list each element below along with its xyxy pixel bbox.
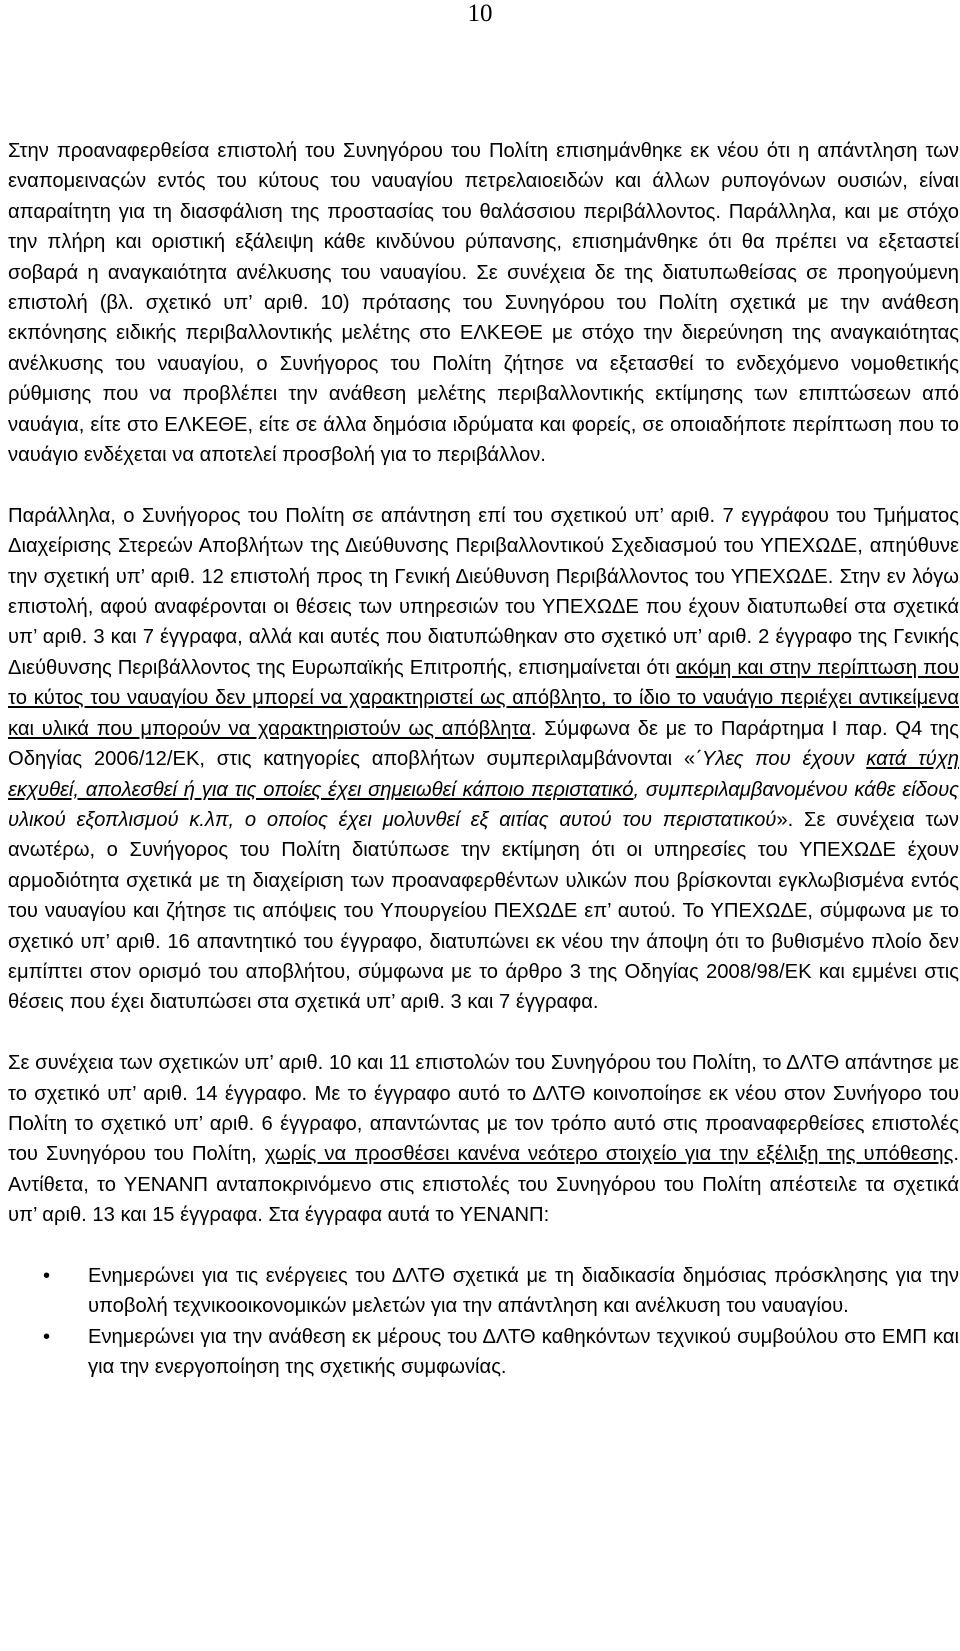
italic-text: ΄Υλες που έχουν	[695, 748, 867, 771]
text-run: . Σύμφωνα δε με το Παράρτημα Ι παρ. Q4 της Οδηγίας 2006/12/ΕΚ, στις κατηγορίες αποβλήτων συμπεριλαμβάνονται «	[8, 717, 959, 771]
document-body	[8, 136, 959, 1383]
bullet-list	[8, 1261, 959, 1383]
bullet-dot-icon: •	[43, 1325, 51, 1348]
text-run: Παράλληλα, ο Συνήγορος του Πολίτη σε απάντηση επί του σχετικού υπ’ αριθ. 7 εγγράφου του Τμήματος Διαχείρισης Στερεών Αποβλήτων της Διεύθυνσης Περιβαλλοντικού Σχεδιασμού του ΥΠΕΧΩΔΕ, απηύθυνε την σχετική υπ’ αριθ. 12 επιστολή προς τη Γενική Διεύθυνση Περιβάλλοντος του ΥΠΕΧΩΔΕ. Στην εν λόγω επιστολή, αφού αναφέρονται οι θέσεις των υπηρεσιών του ΥΠΕΧΩΔΕ που έχουν διατυπωθεί στα σχετικά υπ’ αριθ. 3 και 7 έγγραφα, αλλά και αυτές που διατυπώθηκαν στο σχετικό υπ’ αριθ. 2 έγγραφο της Γενικής Διεύθυνσης Περιβάλλοντος της Ευρωπαϊκής Επιτροπής, επισημαίνεται ότι	[8, 504, 959, 679]
underlined-text: ακόμη και στην περίπτωση που το κύτος του ναυαγίου δεν μπορεί να χαρακτηριστεί ως απόβλητο, το ίδιο το ναυάγιο περιέχει αντικείμενα και υλικά που μπορούν να χαρακτηριστούν ως απόβλητα	[8, 656, 960, 740]
list-item	[8, 1322, 959, 1383]
page-number: 10	[467, 0, 493, 27]
list-item	[8, 1261, 959, 1322]
italic-underlined-text: κατά τύχη εκχυθεί, απολεσθεί ή για τις οποίες έχει σημειωθεί κάποιο περιστατικό	[8, 748, 959, 801]
text-run: ». Σε συνέχεια των ανωτέρω, ο Συνήγορος του Πολίτη διατύπωσε την εκτίμηση ότι οι υπηρεσίες του ΥΠΕΧΩΔΕ έχουν αρμοδιότητα σχετικά με τη διαχείριση των προαναφερθέντων υλικών που βρίσκονται εγκλωβισμένα εντός του ναυαγίου και ζήτησε τις απόψεις του Υπουργείου ΠΕΧΩΔΕ επ’ αυτού. Το ΥΠΕΧΩΔΕ, σύμφωνα με το σχετικό υπ’ αριθ. 16 απαντητικό του έγγραφο, διατυπώνει εκ νέου την άποψη ότι το βυθισμένο πλοίο δεν εμπίπτει στον ορισμό του αποβλήτου, σύμφωνα με το άρθρο 3 της Οδηγίας 2008/98/ΕΚ και εμμένει στις θέσεις που έχει διατυπώσει στα σχετικά υπ’ αριθ. 3 και 7 έγγραφα.	[8, 808, 959, 1014]
paragraph-3	[8, 1048, 959, 1230]
text-run: Στην προαναφερθείσα επιστολή του Συνηγόρου του Πολίτη επισημάνθηκε εκ νέου ότι η απάντληση των εναπομειναςών εντός του κύτους του ναυαγίου πετρελαιοειδών και άλλων ρυπογόνων ουσιών, είναι απαραίτητη για τη διασφάλιση της προστασίας του θαλάσσιου περιβάλλοντος. Παράλληλα, και με στόχο την πλήρη και οριστική εξάλειψη κάθε κινδύνου ρύπανσης, επισημάνθηκε ότι θα πρέπει να εξεταστεί σοβαρά η αναγκαιότητα ανέλκυσης του ναυαγίου. Σε συνέχεια δε της διατυπωθείσας σε προηγούμενη επιστολή (βλ. σχετικό υπ’ αριθ. 10) πρότασης του Συνηγόρου του Πολίτη σχετικά με την ανάθεση εκπόνησης ειδικής περιβαλλοντικής μελέτης στο ΕΛΚΕΘΕ με στόχο την διερεύνηση της αναγκαιότητας ανέλκυσης του ναυαγίου, ο Συνήγορος του Πολίτη ζήτησε να εξετασθεί το ενδεχόμενο νομοθετικής ρύθμισης που να προβλέπει την ανάθεση μελέτης περιβαλλοντικής εκτίμησης των επιπτώσεων από ναυάγια, είτε στο ΕΛΚΕΘΕ, είτε σε άλλα δημόσια ιδρύματα και φορείς, σε οποιαδήποτε περίπτωση που το ναυάγιο ενδέχεται να αποτελεί προσβολή για το περιβάλλον.	[8, 140, 959, 467]
text-run: Σε συνέχεια των σχετικών υπ’ αριθ. 10 και 11 επιστολών του Συνηγόρου του Πολίτη, το ΔΛΤΘ απάντησε με το σχετικό υπ’ αριθ. 14 έγγραφο. Με το έγγραφο αυτό το ΔΛΤΘ κοινοποίησε εκ νέου στον Συνήγορο του Πολίτη το σχετικό υπ’ αριθ. 6 έγγραφο, απαντώντας με τον τρόπο αυτό στις προαναφερθείσες επιστολές του Συνηγόρου του Πολίτη,	[8, 1052, 959, 1166]
list-item-text: Ενημερώνει για την ανάθεση εκ μέρους του ΔΛΤΘ καθηκόντων τεχνικού συμβούλου στο ΕΜΠ και για την ενεργοποίηση της σχετικής συμφωνίας.	[88, 1325, 959, 1379]
italic-text: , συμπεριλαμβανομένου κάθε είδους υλικού εξοπλισμού κ.λπ, ο οποίος έχει μολυνθεί εξ αιτίας αυτού του περιστατικού	[8, 778, 959, 831]
paragraph-1	[8, 136, 959, 470]
bullet-dot-icon: •	[43, 1264, 51, 1287]
list-item-text: Ενημερώνει για τις ενέργειες του ΔΛΤΘ σχετικά με τη διαδικασία δημόσιας πρόσκλησης για την υποβολή τεχνικοοικονομικών μελετών για την απάντληση και ανέλκυση του ναυαγίου.	[88, 1264, 959, 1318]
text-run: . Αντίθετα, το ΥΕΝΑΝΠ ανταποκρινόμενο στις επιστολές του Συνηγόρου του Πολίτη απέστειλε τα σχετικά υπ’ αριθ. 13 και 15 έγγραφα. Στα έγγραφα αυτά το ΥΕΝΑΝΠ:	[8, 1143, 959, 1227]
paragraph-2	[8, 501, 959, 1018]
underlined-text: χωρίς να προσθέσει κανένα νεότερο στοιχείο για την εξέλιξη της υπόθεσης	[264, 1143, 954, 1166]
